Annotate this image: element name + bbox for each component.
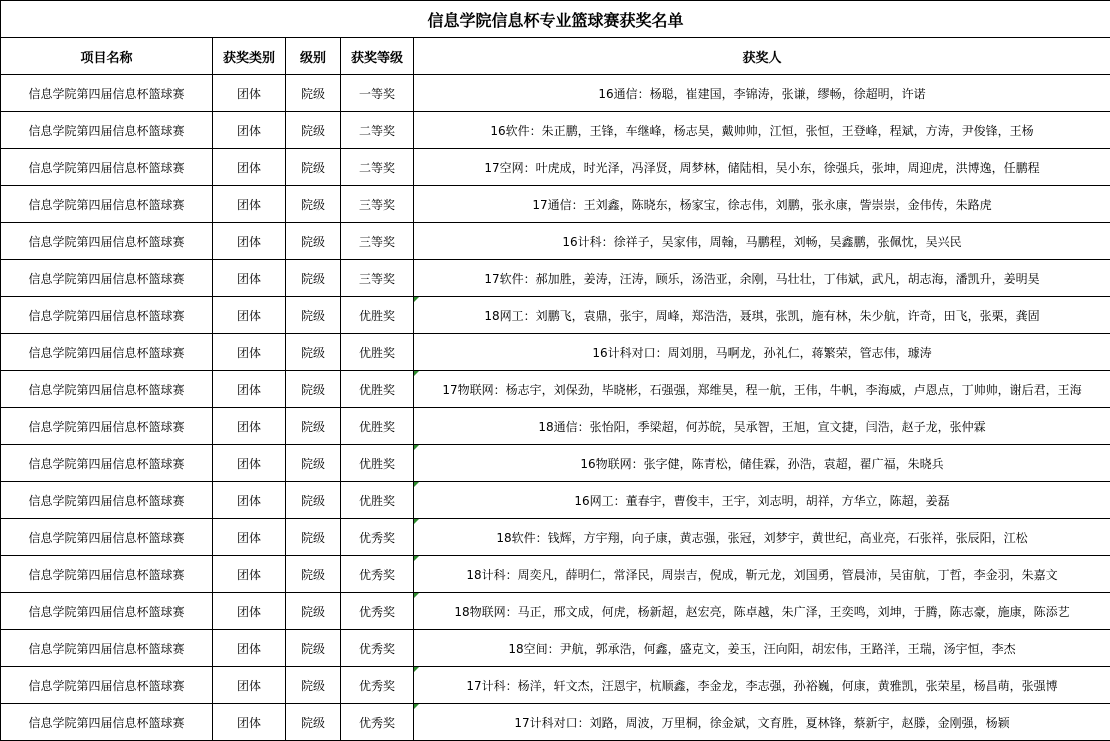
cell-winners <box>414 223 1110 260</box>
table-row <box>1 75 1110 112</box>
winners-text: 16网工：董春宇，曹俊丰，王宇，刘志明，胡祥，方华立，陈超，姜磊 <box>574 493 950 508</box>
winners-text: 16计科对口：周刘朋，马啊龙，孙礼仁，蒋繁荣，管志伟，璩涛 <box>592 345 932 360</box>
winners-text: 18软件：钱辉，方宇翔，向子康，黄志强，张冠，刘梦宇，黄世纪，高业亮，石张祥，张辰阳，江松 <box>496 530 1028 545</box>
table-row <box>1 223 1110 260</box>
cell-grade: 优胜奖 <box>341 408 414 445</box>
winners-text: 18网工：刘鹏飞，袁鼎，张宇，周峰，郑浩浩，聂琪，张凯，施有林，朱少航，许奇，田飞，张栗，龚固 <box>484 308 1040 323</box>
comment-marker-icon <box>414 482 419 487</box>
cell-winners <box>414 297 1110 334</box>
cell-winners <box>414 334 1110 371</box>
cell-category: 团体 <box>213 223 286 260</box>
cell-level: 院级 <box>286 482 341 519</box>
cell-grade: 三等奖 <box>341 223 414 260</box>
table-row <box>1 704 1110 741</box>
cell-project: 信息学院第四届信息杯篮球赛 <box>1 334 213 371</box>
cell-project: 信息学院第四届信息杯篮球赛 <box>1 186 213 223</box>
cell-category: 团体 <box>213 519 286 556</box>
cell-grade: 三等奖 <box>341 260 414 297</box>
cell-project: 信息学院第四届信息杯篮球赛 <box>1 593 213 630</box>
header-level: 级别 <box>286 38 341 75</box>
header-project: 项目名称 <box>1 38 213 75</box>
winners-text: 16通信：杨聪，崔建国，李锦涛，张谦，缪畅，徐超明，许诺 <box>598 86 926 101</box>
cell-project: 信息学院第四届信息杯篮球赛 <box>1 371 213 408</box>
winners-text: 17计科对口：刘路，周波，万里桐，徐金斌，文育胜，夏林锋，蔡新宇，赵滕，金刚强，杨颖 <box>514 715 1010 730</box>
title-row <box>1 1 1110 38</box>
comment-marker-icon <box>414 556 419 561</box>
table-row <box>1 630 1110 667</box>
cell-level: 院级 <box>286 334 341 371</box>
winners-text: 18空间：尹航，郭承浩，何鑫，盛克文，姜玉，汪向阳，胡宏伟，王路洋，王瑞，汤宇恒，李杰 <box>508 641 1016 656</box>
cell-grade: 优秀奖 <box>341 593 414 630</box>
comment-marker-icon <box>414 704 419 709</box>
table-title: 信息学院信息杯专业篮球赛获奖名单 <box>1 1 1110 38</box>
comment-marker-icon <box>414 371 419 376</box>
cell-grade: 一等奖 <box>341 75 414 112</box>
cell-category: 团体 <box>213 630 286 667</box>
winners-text: 17计科：杨洋，轩文杰，汪恩宇，杭顺鑫，李金龙，李志强，孙裕巍，何康，黄雅凯，张荣星，杨昌萌，张强博 <box>466 678 1058 693</box>
cell-category: 团体 <box>213 186 286 223</box>
cell-winners <box>414 112 1110 149</box>
comment-marker-icon <box>414 297 419 302</box>
cell-project: 信息学院第四届信息杯篮球赛 <box>1 556 213 593</box>
comment-marker-icon <box>414 593 419 598</box>
table-row <box>1 445 1110 482</box>
cell-category: 团体 <box>213 593 286 630</box>
cell-winners <box>414 519 1110 556</box>
table-row <box>1 260 1110 297</box>
header-category: 获奖类别 <box>213 38 286 75</box>
cell-winners <box>414 186 1110 223</box>
cell-winners <box>414 149 1110 186</box>
cell-category: 团体 <box>213 445 286 482</box>
cell-grade: 三等奖 <box>341 186 414 223</box>
cell-winners <box>414 75 1110 112</box>
cell-winners <box>414 408 1110 445</box>
cell-project: 信息学院第四届信息杯篮球赛 <box>1 704 213 741</box>
cell-level: 院级 <box>286 149 341 186</box>
cell-project: 信息学院第四届信息杯篮球赛 <box>1 223 213 260</box>
cell-category: 团体 <box>213 482 286 519</box>
cell-category: 团体 <box>213 75 286 112</box>
cell-grade: 二等奖 <box>341 149 414 186</box>
winners-text: 17通信：王刘鑫，陈晓东，杨家宝，徐志伟，刘鹏，张永康，訾崇崇，金伟传，朱路虎 <box>532 197 992 212</box>
cell-level: 院级 <box>286 223 341 260</box>
cell-project: 信息学院第四届信息杯篮球赛 <box>1 630 213 667</box>
winners-text: 16计科：徐祥子，吴家伟，周翰，马鹏程，刘畅，吴鑫鹏，张佩忱，吴兴民 <box>562 234 962 249</box>
cell-category: 团体 <box>213 149 286 186</box>
cell-level: 院级 <box>286 519 341 556</box>
cell-grade: 二等奖 <box>341 112 414 149</box>
comment-marker-icon <box>414 445 419 450</box>
cell-project: 信息学院第四届信息杯篮球赛 <box>1 297 213 334</box>
cell-winners <box>414 667 1110 704</box>
cell-winners <box>414 260 1110 297</box>
cell-project: 信息学院第四届信息杯篮球赛 <box>1 482 213 519</box>
cell-grade: 优秀奖 <box>341 704 414 741</box>
cell-winners <box>414 371 1110 408</box>
winners-text: 18物联网：马正，邢文成，何虎，杨新超，赵宏亮，陈卓越，朱广泽，王奕鸣，刘坤，于腾，陈志豪，施康，陈添艺 <box>454 604 1070 619</box>
cell-grade: 优秀奖 <box>341 667 414 704</box>
cell-project: 信息学院第四届信息杯篮球赛 <box>1 408 213 445</box>
cell-level: 院级 <box>286 704 341 741</box>
winners-text: 16物联网：张字健，陈青松，储佳霖，孙浩，袁超，翟广福，朱晓兵 <box>580 456 944 471</box>
cell-category: 团体 <box>213 704 286 741</box>
cell-level: 院级 <box>286 112 341 149</box>
table-row <box>1 667 1110 704</box>
cell-winners <box>414 556 1110 593</box>
cell-level: 院级 <box>286 371 341 408</box>
cell-grade: 优胜奖 <box>341 297 414 334</box>
cell-level: 院级 <box>286 297 341 334</box>
cell-category: 团体 <box>213 334 286 371</box>
cell-grade: 优秀奖 <box>341 519 414 556</box>
cell-level: 院级 <box>286 408 341 445</box>
table-row <box>1 556 1110 593</box>
winners-text: 18计科：周奕凡，薛明仁，常泽民，周崇吉，倪成，靳元龙，刘国勇，管晨沛，吴宙航，丁哲，李金羽，朱嘉文 <box>466 567 1058 582</box>
comment-marker-icon <box>414 519 419 524</box>
cell-grade: 优胜奖 <box>341 334 414 371</box>
winners-text: 17软件：郝加胜，姜涛，汪涛，顾乐，汤浩亚，余刚，马壮壮，丁伟斌，武凡，胡志海，潘凯升，姜明昊 <box>484 271 1040 286</box>
cell-grade: 优秀奖 <box>341 556 414 593</box>
table-row <box>1 297 1110 334</box>
comment-marker-icon <box>414 667 419 672</box>
table-row <box>1 593 1110 630</box>
table-row <box>1 334 1110 371</box>
winners-text: 16软件：朱正鹏，王锋，车继峰，杨志昊，戴帅帅，江恒，张恒，王登峰，程斌，方涛，尹俊锋，王杨 <box>490 123 1034 138</box>
cell-winners <box>414 445 1110 482</box>
table-row <box>1 149 1110 186</box>
cell-project: 信息学院第四届信息杯篮球赛 <box>1 667 213 704</box>
winners-text: 18通信：张怡阳，季梁超，何苏皖，吴承智，王旭，宣文捷，闫浩，赵子龙，张仲霖 <box>538 419 986 434</box>
cell-project: 信息学院第四届信息杯篮球赛 <box>1 519 213 556</box>
cell-grade: 优胜奖 <box>341 371 414 408</box>
cell-category: 团体 <box>213 112 286 149</box>
cell-grade: 优秀奖 <box>341 630 414 667</box>
winners-text: 17空网：叶虎成，时光泽，冯泽贤，周梦林，储陆相，吴小东，徐强兵，张坤，周迎虎，洪博逸，任鹏程 <box>484 160 1040 175</box>
cell-level: 院级 <box>286 75 341 112</box>
cell-winners <box>414 593 1110 630</box>
header-winners: 获奖人 <box>414 38 1110 75</box>
cell-grade: 优胜奖 <box>341 482 414 519</box>
cell-level: 院级 <box>286 667 341 704</box>
cell-level: 院级 <box>286 186 341 223</box>
cell-grade: 优胜奖 <box>341 445 414 482</box>
cell-winners <box>414 704 1110 741</box>
table-row <box>1 112 1110 149</box>
cell-category: 团体 <box>213 260 286 297</box>
cell-level: 院级 <box>286 630 341 667</box>
table-row <box>1 408 1110 445</box>
header-row <box>1 38 1110 75</box>
header-grade: 获奖等级 <box>341 38 414 75</box>
cell-project: 信息学院第四届信息杯篮球赛 <box>1 445 213 482</box>
cell-project: 信息学院第四届信息杯篮球赛 <box>1 149 213 186</box>
winners-text: 17物联网：杨志宇，刘保劲，毕晓彬，石强强，郑维昊，程一航，王伟，牛帆，李海威，卢恩点，丁帅帅，谢后君，王海 <box>442 382 1082 397</box>
cell-category: 团体 <box>213 408 286 445</box>
cell-category: 团体 <box>213 556 286 593</box>
cell-level: 院级 <box>286 260 341 297</box>
cell-winners <box>414 630 1110 667</box>
table-row <box>1 371 1110 408</box>
cell-category: 团体 <box>213 297 286 334</box>
cell-project: 信息学院第四届信息杯篮球赛 <box>1 260 213 297</box>
table-row <box>1 186 1110 223</box>
cell-winners <box>414 482 1110 519</box>
table-row <box>1 519 1110 556</box>
cell-category: 团体 <box>213 667 286 704</box>
table-row <box>1 482 1110 519</box>
cell-category: 团体 <box>213 371 286 408</box>
cell-level: 院级 <box>286 593 341 630</box>
cell-project: 信息学院第四届信息杯篮球赛 <box>1 112 213 149</box>
cell-level: 院级 <box>286 445 341 482</box>
cell-project: 信息学院第四届信息杯篮球赛 <box>1 75 213 112</box>
cell-level: 院级 <box>286 556 341 593</box>
